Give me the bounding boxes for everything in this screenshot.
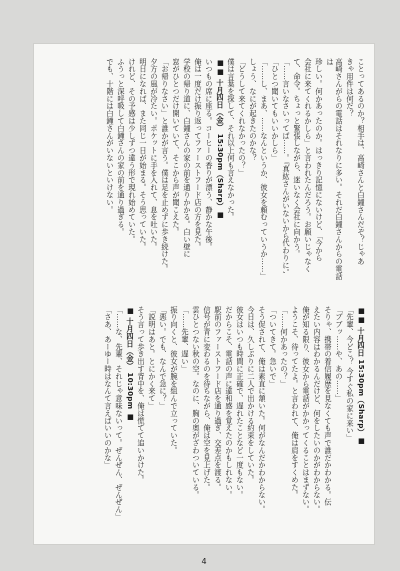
text-column: 明日になれば、また同じ一日が始まる。そう思っていた。 <box>139 58 148 251</box>
text-column: 会社に来てくれるかしら」と言われたんだろう。お願いじゃなく <box>304 58 313 273</box>
text-column: 俺が知る限り、彼女から電話がかかってくることはまずない。 <box>302 306 311 514</box>
section-heading: ■ 十月四日（金） 10:30pm ■ <box>126 306 135 422</box>
text-column: 「説明はあと。とにかく来て」 <box>148 306 157 410</box>
text-column: えたい内容はわかるんだけど、何をしたいのかがわからない。 <box>313 306 322 514</box>
text-column: 珍しい。何かあったのか。はっきり記憶にないけど、「今から <box>315 58 324 262</box>
text-column: しょう、なにが起きたのかな？ <box>249 58 258 162</box>
text-column: 「先輩、今どこ？ 今すぐ私の家に来い」 <box>346 306 355 442</box>
text-column: 「ブブッ……や、あの……」 <box>335 306 344 403</box>
text-column: そう言って歩き出す背中を、俺は慌てて追いかけた。 <box>137 306 146 484</box>
text-column: ようこそ、待ってたよ。と言われて、俺は肩をすくめた。 <box>291 306 300 499</box>
text-column: 「……言いなさいってば……。『真紘さんがいないから代わりに', <box>282 58 291 274</box>
text-column: 「ついてきて。急いで」 <box>269 306 278 388</box>
block-gutter <box>42 290 366 291</box>
text-column: 「お帰りなさい」と誰かが言う。僕は足を止めずに歩き続けた。 <box>161 58 170 273</box>
text-column: 信号が青に変わるのを待ちながら、俺は空を見上げた。 <box>203 306 212 491</box>
text-column: そりゃ、携帯の着信履歴を見なくても声で誰だかわかる。伝 <box>324 306 333 506</box>
section-heading: ■■ 十月四日 15:30pm（Sharp）■ <box>357 306 366 446</box>
text-column: 「……し、まあ、……なんというか、彼女を頼むっていうか……」 <box>260 58 269 280</box>
text-column: 窓がひとつだけ開いていて、そこから声が聞こえた。 <box>172 58 181 236</box>
text-column: だからこそ、電話の声に違和感を覚えたのかもしれない。 <box>225 306 234 499</box>
text-column: 彼女はいつも時間に正確で、遅れたことなど一度もない。 <box>236 306 245 499</box>
text-column: 今日は、久しぶりに二人で出かける約束をしていた。 <box>247 306 256 484</box>
document-page <box>34 44 374 566</box>
text-column: きゃ用件は何だ？ <box>346 58 355 118</box>
text-column: て、命令。ちょっと緊張しながら、迷いなく会社に向かう。 <box>293 58 302 258</box>
text-column: 「さあ、あーゆー時はなんて言えばいいのかな」 <box>104 306 113 469</box>
text-column: けれど、その予感は少しずつ違う形で現れ始めていた。 <box>128 58 137 243</box>
text-column: そう促されて、俺は素直に頷いた。何がなんだかわからない。 <box>258 306 267 514</box>
text-column: 振り向くと、彼女が腕を組んで立っていた。 <box>170 306 179 454</box>
text-column: ことってあるのか？相手は、高崎さんと白鐘さんだぞ？じゃあ <box>357 58 366 266</box>
section-heading: ■■ 十月四日（金） 15:30pm（Sharp）■ <box>216 58 225 220</box>
text-block-top <box>42 58 366 283</box>
text-column: 夕方の風が冷たい。ポケットに手を入れて、息を吐いた。 <box>150 58 159 251</box>
text-column: いつもの席に座る。コーヒーの香りが漂う、静かな午後。 <box>205 58 214 251</box>
page-number: 4 <box>201 557 207 566</box>
text-block-bottom <box>42 306 366 524</box>
text-column: 学校の帰り道に、白鐘さんの家の前を通りかかる。白い壁に <box>183 58 192 258</box>
text-column: 「どうして来てくれなかったの？」 <box>238 58 247 177</box>
text-column: 「……何かあったの？」 <box>280 306 289 388</box>
text-column: 僕は言葉を探して、それ以上何も言えなかった。 <box>227 58 236 221</box>
text-column: 「ひとつ聞いてもいいかしら」 <box>271 58 280 162</box>
text-column: ふうっと深呼吸して白鐘さんの家の前を通り過ぎる。 <box>117 58 126 236</box>
text-column: 高崎さんがらの電話はそれなりに多い。それだ白鐘さんからの電話は <box>326 58 344 280</box>
text-column: 駅前のファーストフード店を通り過ぎ、交差点を渡る。 <box>214 306 223 491</box>
text-column: 雲ひとつない秋の空。なのに、胸の奥がざわついている。 <box>192 306 201 499</box>
text-column: 俺は一度だけ振り返ってファーストフード店の方を見た。 <box>194 58 203 251</box>
text-column: でも、十階には白鐘さんがいないといけない。 <box>106 58 115 214</box>
text-column: 「……な、先輩、それじゃ意味ないって。ぜんぜん、ぜんぜん」 <box>115 306 124 521</box>
text-column: 「悪い。でも、なんで急に？」 <box>159 306 168 410</box>
text-column: 「……先輩、遅い」 <box>181 306 190 373</box>
